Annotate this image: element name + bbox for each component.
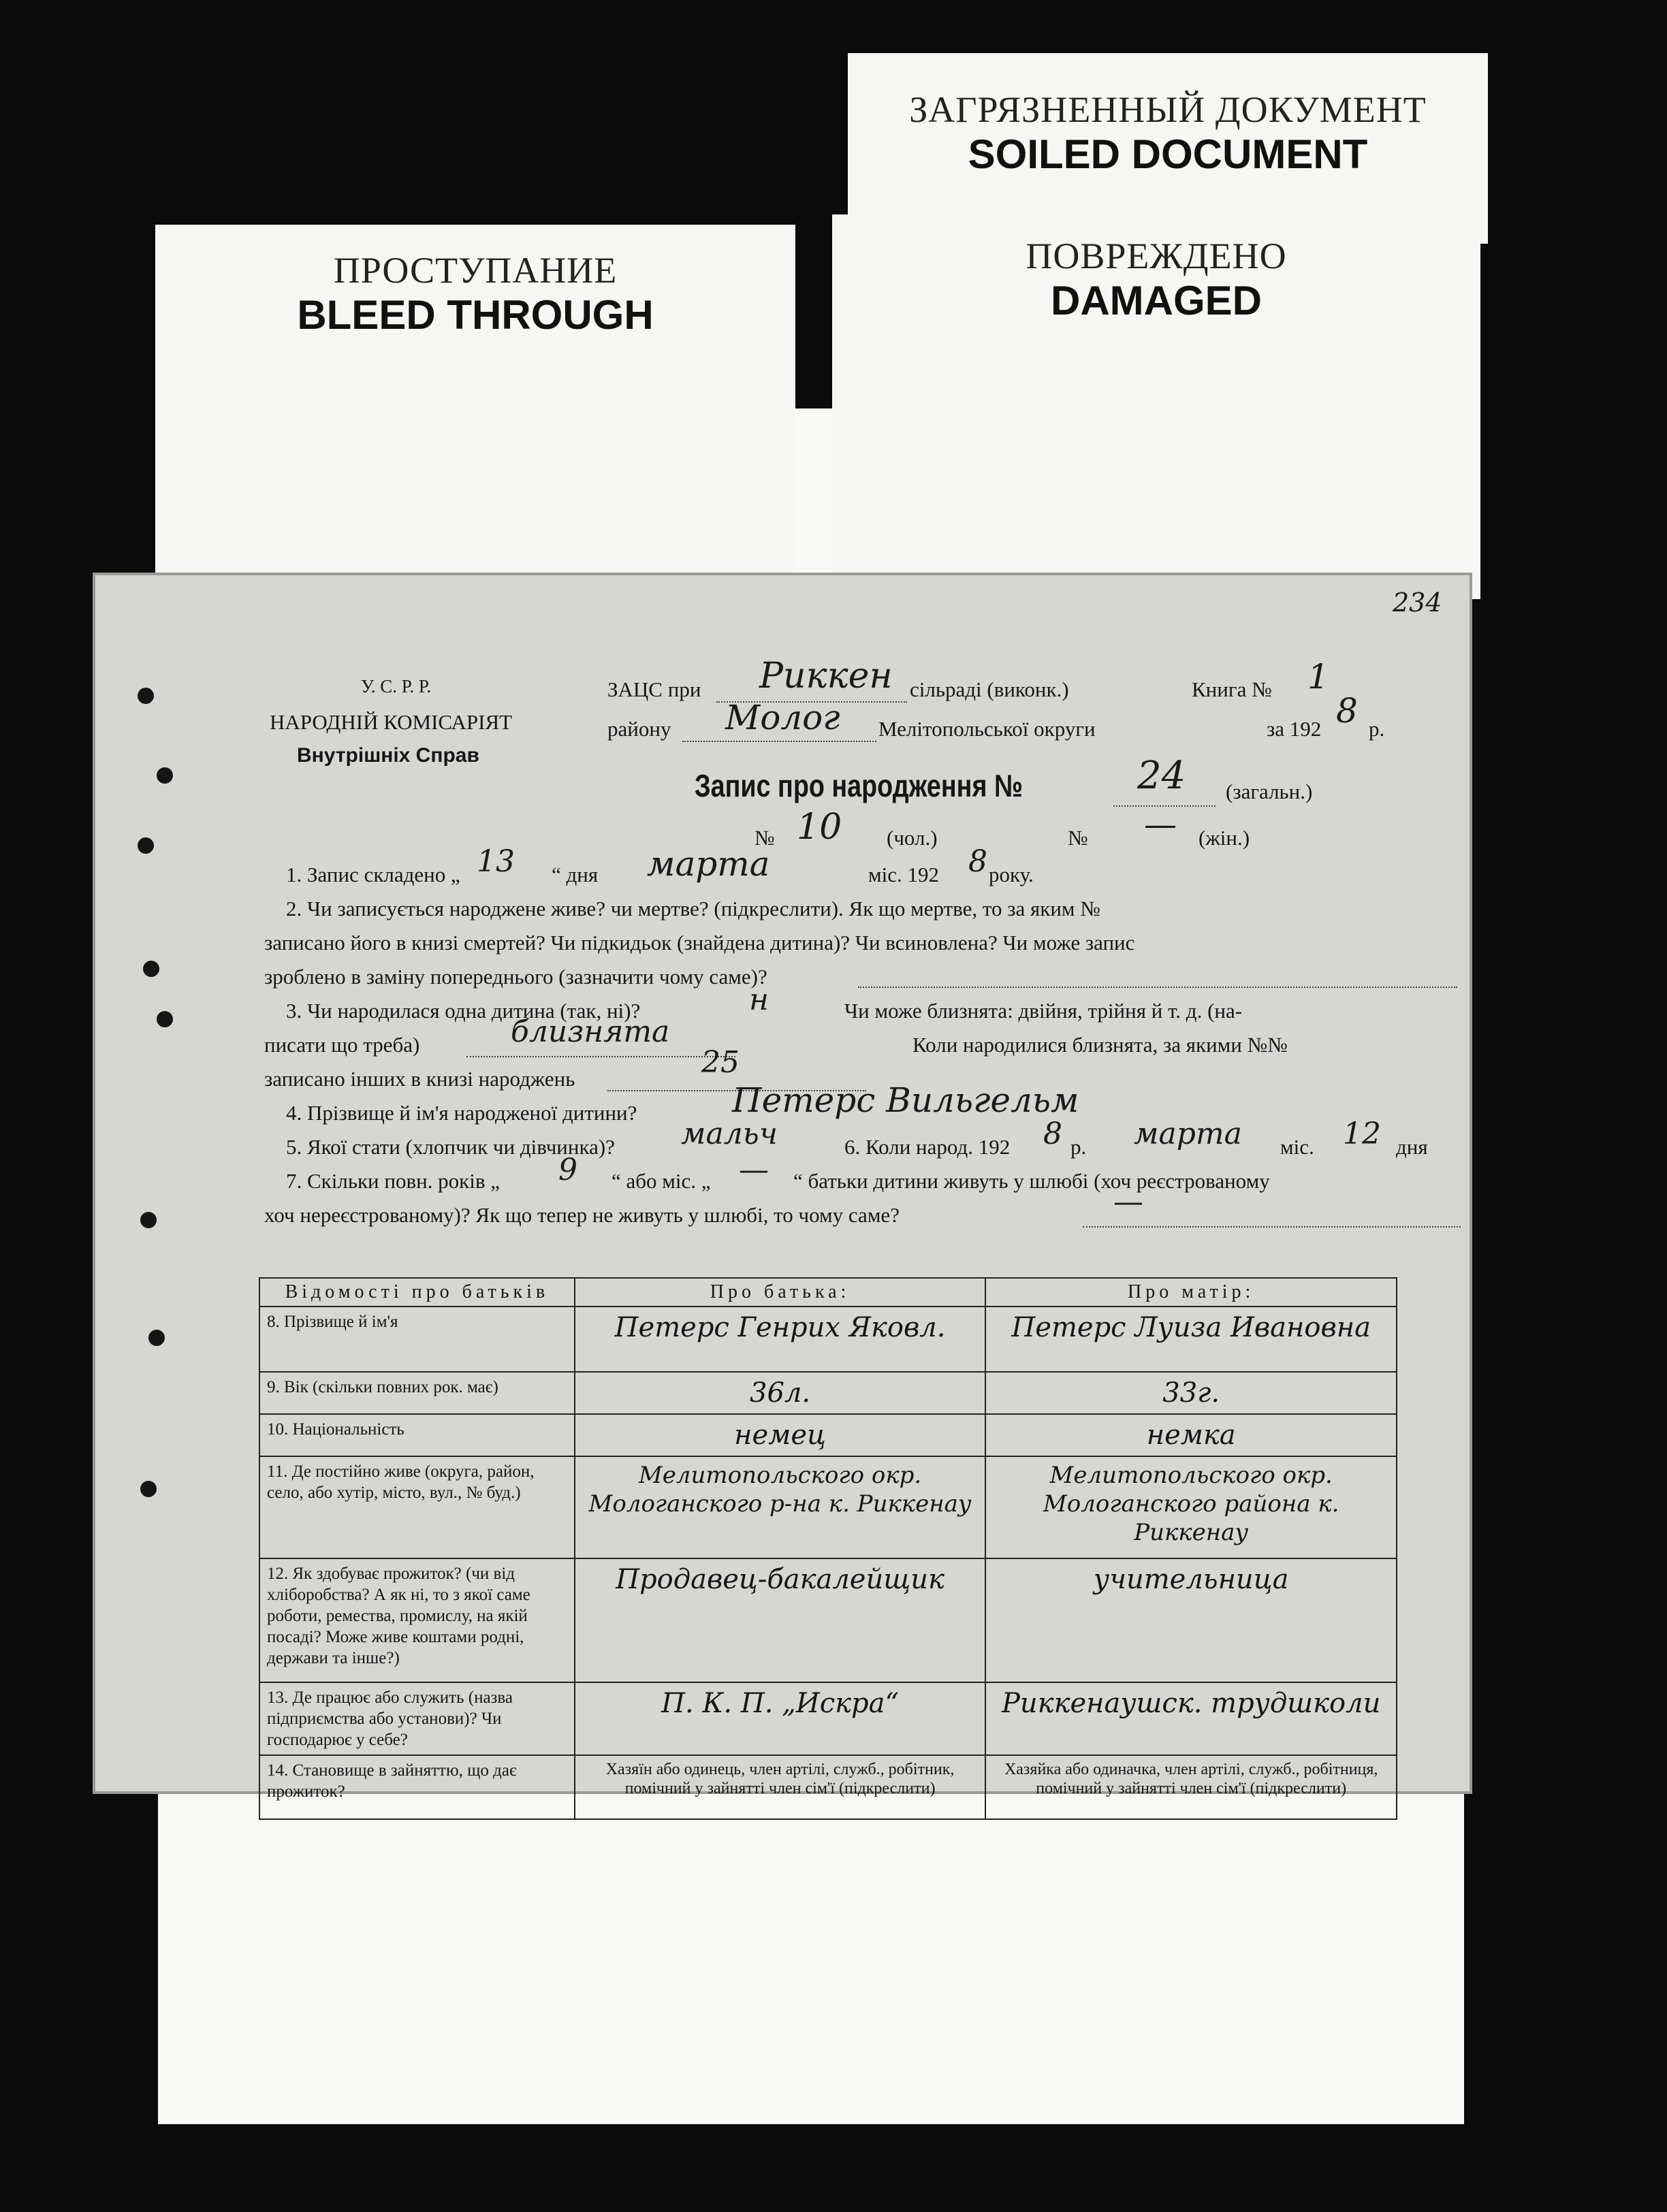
table-row bbox=[259, 1682, 1397, 1755]
q6-day-label: дня bbox=[1396, 1135, 1428, 1159]
table-row bbox=[259, 1307, 1397, 1372]
q4-child-name-handwritten: Петерс Вильгельм bbox=[732, 1080, 1079, 1120]
tag-damaged-en: DAMAGED bbox=[1051, 278, 1262, 323]
fill-line bbox=[1083, 1226, 1461, 1228]
fill-line bbox=[682, 741, 876, 742]
q3-other-handwritten: 25 bbox=[701, 1045, 740, 1080]
q3-prefix: 3. Чи народилася одна дитина (так, ні)? bbox=[286, 999, 641, 1023]
father-occupation: Продавец-бакалейщик bbox=[575, 1558, 986, 1682]
q7-answer-handwritten: — bbox=[1113, 1185, 1143, 1219]
male-label: (чол.) bbox=[887, 826, 938, 850]
punch-hole bbox=[140, 1212, 157, 1228]
record-title: Запис про народження № bbox=[695, 768, 1023, 803]
q7-months-handwritten: — bbox=[739, 1153, 769, 1187]
tag-bleed-en: BLEED THROUGH bbox=[297, 292, 654, 338]
q7-line2: хоч нереєстрованому)? Як що тепер не живуть у шлюбі, то чому саме? bbox=[264, 1203, 900, 1227]
q1-day-handwritten: 13 bbox=[477, 844, 515, 879]
tag-soiled-ru: ЗАГРЯЗНЕННЫЙ ДОКУМЕНТ bbox=[909, 89, 1427, 130]
female-prefix: № bbox=[1068, 826, 1088, 850]
punch-hole bbox=[140, 1481, 157, 1497]
q1-prefix: 1. Запис складено „ bbox=[286, 863, 460, 886]
q1-month-handwritten: марта bbox=[647, 844, 770, 884]
q6-year-handwritten: 8 bbox=[1043, 1117, 1062, 1151]
row-label: 14. Становище в зайняттю, що дає прожиток? bbox=[259, 1755, 575, 1819]
book-label: Книга № bbox=[1192, 677, 1272, 701]
year-suffix: р. bbox=[1369, 717, 1385, 741]
table-row bbox=[259, 1372, 1397, 1414]
row-label: 13. Де працює або служить (назва підприємства або установи)? Чи господарює у себе? bbox=[259, 1682, 575, 1755]
commissariat-label: НАРОДНІЙ КОМІСАРІЯТ bbox=[270, 710, 513, 734]
q6-year-label: р. bbox=[1070, 1135, 1087, 1159]
mother-workplace: Риккенаушск. трудшколи bbox=[985, 1682, 1397, 1755]
mother-name: Петерс Луиза Ивановна bbox=[985, 1307, 1397, 1372]
zags-prefix: ЗАЦС при bbox=[607, 677, 701, 701]
record-number-handwritten: 24 bbox=[1137, 754, 1186, 798]
table-row bbox=[259, 1755, 1397, 1819]
page-number: 234 bbox=[1393, 588, 1442, 618]
table-header-row bbox=[259, 1278, 1397, 1307]
mother-employment-status: Хазяйка або одиначка, член артілі, служб., робітниця, помічний у зайнятті член сім'ї (підкреслити) bbox=[985, 1755, 1397, 1819]
row-label: 8. Прізвище й ім'я bbox=[259, 1307, 575, 1372]
row-label: 10. Національність bbox=[259, 1414, 575, 1456]
father-nationality: немец bbox=[575, 1414, 986, 1456]
q7-marriage-label: “ батьки дитини живуть у шлюбі (хоч реєстрованому bbox=[793, 1169, 1270, 1193]
q3-line3: записано інших в книзі народжень bbox=[264, 1067, 575, 1091]
male-number-handwritten: 10 bbox=[797, 807, 842, 848]
q2-line2: записано його в книзі смертей? Чи підкидьок (знайдена дитина)? Чи всиновлена? Чи може запис bbox=[264, 931, 1135, 955]
q2-line3: зроблено в заміну попереднього (зазначити чому саме)? bbox=[264, 965, 767, 989]
q1-day-label: “ дня bbox=[552, 863, 599, 886]
mother-occupation: учительница bbox=[985, 1558, 1397, 1682]
damaged-tag bbox=[832, 214, 1480, 599]
district-suffix: Мелітопольської округи bbox=[878, 717, 1096, 741]
q1-year-label: року. bbox=[989, 863, 1034, 886]
fill-line bbox=[466, 1056, 735, 1057]
row-label: 11. Де постійно живе (округа, район, село, або хутір, місто, вул., № буд.) bbox=[259, 1456, 575, 1558]
q6-question: 6. Коли народ. 192 bbox=[844, 1135, 1011, 1159]
village-handwritten: Риккен bbox=[759, 656, 893, 696]
punch-hole bbox=[143, 961, 159, 977]
father-employment-status: Хазяїн або одинець, член артілі, служб., робітник, помічний у зайнятті член сім'ї (підкреслити) bbox=[575, 1755, 986, 1819]
row-label: 9. Вік (скільки повних рок. має) bbox=[259, 1372, 575, 1414]
district-handwritten: Молог bbox=[725, 698, 840, 737]
punch-hole bbox=[157, 767, 173, 784]
punch-hole bbox=[148, 1330, 165, 1346]
q3-answer-handwritten: н bbox=[749, 982, 769, 1017]
year-label: за 192 bbox=[1267, 717, 1322, 741]
q1-year-handwritten: 8 bbox=[968, 844, 987, 879]
tag-bleed-ru: ПРОСТУПАНИЕ bbox=[333, 250, 618, 291]
father-residence: Мелитопольского окр. Мологанского р-на к. Риккенау bbox=[575, 1456, 986, 1558]
department-label: Внутрішніх Справ bbox=[297, 744, 479, 767]
fill-line bbox=[858, 987, 1457, 988]
q7-prefix: 7. Скільки повн. років „ bbox=[286, 1169, 500, 1193]
punch-hole bbox=[138, 837, 154, 854]
table-row bbox=[259, 1456, 1397, 1558]
table-header-cell: Про матір: bbox=[985, 1278, 1397, 1307]
q3-line2-b: Коли народилися близнята, за якими №№ bbox=[912, 1033, 1288, 1057]
female-label: (жін.) bbox=[1198, 826, 1250, 850]
q3-twins-handwritten: близнята bbox=[511, 1014, 670, 1049]
mother-age: 33г. bbox=[985, 1372, 1397, 1414]
q1-month-label: міс. 192 bbox=[868, 863, 939, 886]
q7-years-handwritten: 9 bbox=[558, 1153, 577, 1187]
ussr-label: У. С. Р. Р. bbox=[361, 676, 432, 696]
q5-sex-handwritten: мальч bbox=[681, 1117, 778, 1151]
father-age: 36л. bbox=[575, 1372, 986, 1414]
female-number-handwritten: — bbox=[1144, 805, 1177, 844]
q6-day-handwritten: 12 bbox=[1343, 1117, 1381, 1151]
book-handwritten: 1 bbox=[1307, 657, 1329, 696]
q3-twins-question: Чи може близнята: двійня, трійня й т. д. (на- bbox=[844, 999, 1243, 1023]
mother-residence: Мелитопольского окр. Мологанского района к. Риккенау bbox=[985, 1456, 1397, 1558]
q4-question: 4. Прізвище й ім'я народженої дитини? bbox=[286, 1101, 637, 1125]
row-label: 12. Як здобуває прожиток? (чи від хліборобства? А як ні, то з якої саме роботи, ремества, промислу, на якій посаді? Може живе коштами родні, держави та інше?) bbox=[259, 1558, 575, 1682]
table-row bbox=[259, 1558, 1397, 1682]
tag-damaged-ru: ПОВРЕЖДЕНО bbox=[1026, 236, 1287, 276]
q2-line1: 2. Чи записується народжене живе? чи мертве? (підкреслити). Як що мертве, то за яким № bbox=[286, 897, 1100, 920]
table-row bbox=[259, 1414, 1397, 1456]
q6-month-handwritten: марта bbox=[1134, 1117, 1242, 1151]
q3-line2: писати що треба) bbox=[264, 1033, 420, 1057]
punch-hole bbox=[138, 688, 154, 704]
punch-hole bbox=[157, 1011, 173, 1027]
mother-nationality: немка bbox=[985, 1414, 1397, 1456]
father-workplace: П. К. П. „Искра“ bbox=[575, 1682, 986, 1755]
male-prefix: № bbox=[755, 826, 775, 850]
table-header-cell: Відомості про батьків bbox=[259, 1278, 575, 1307]
tag-soiled-en: SOILED DOCUMENT bbox=[968, 131, 1368, 177]
table-header-cell: Про батька: bbox=[575, 1278, 986, 1307]
q7-months-label: “ або міс. „ bbox=[612, 1169, 711, 1193]
bleed-through-tag bbox=[155, 225, 795, 592]
year-handwritten: 8 bbox=[1336, 691, 1358, 731]
district-prefix: району bbox=[607, 717, 671, 741]
general-label: (загальн.) bbox=[1226, 780, 1313, 803]
father-name: Петерс Генрих Яковл. bbox=[575, 1307, 986, 1372]
q5-question: 5. Якої стати (хлопчик чи дівчинка)? bbox=[286, 1135, 615, 1159]
q6-month-label: міс. bbox=[1280, 1135, 1314, 1159]
parents-table bbox=[259, 1277, 1397, 1820]
village-suffix: сільраді (виконк.) bbox=[910, 677, 1069, 701]
